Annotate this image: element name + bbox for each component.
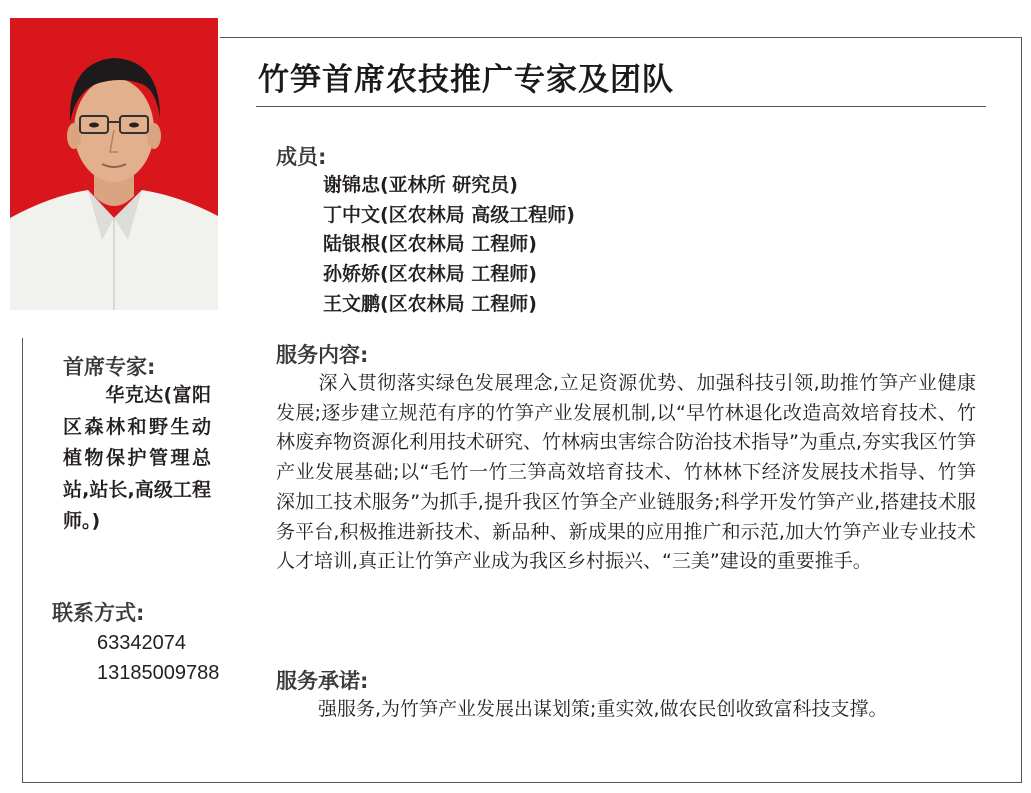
frame-right-border bbox=[1021, 37, 1022, 782]
phone-number: 13185009788 bbox=[97, 662, 220, 684]
service-content-heading: 服务内容: bbox=[276, 343, 369, 367]
service-content-paragraph bbox=[276, 369, 976, 577]
page-title: 竹笋首席农技推广专家及团队 bbox=[258, 62, 674, 98]
chief-expert-heading: 首席专家: bbox=[63, 355, 156, 379]
members-heading: 成员: bbox=[276, 145, 327, 169]
expert-portrait-photo bbox=[10, 18, 218, 310]
chief-expert-info bbox=[63, 380, 211, 538]
frame-bottom-border bbox=[22, 782, 1022, 783]
chief-expert-text: 华克达(富阳区森林和野生动植物保护管理总站,站长,高级工程师。) bbox=[63, 384, 211, 532]
member-item: 丁中文(区农林局 高级工程师) bbox=[323, 203, 575, 226]
frame-left-border bbox=[22, 338, 23, 783]
service-content-text: 深入贯彻落实绿色发展理念,立足资源优势、加强科技引领,助推竹笋产业健康发展;逐步建立规范有序的竹笋产业发展机制,以“早竹林退化改造高效培育技术、竹林废弃物资源化利用技术研究、竹林病虫害综合防治技术指导”为重点,夯实我区竹笋产业发展基础;以“毛竹一竹三笋高效培育技术、竹林林下经济发展技术指导、竹笋深加工技术服务”为抓手,提升我区竹笋全产业链服务;科学开发竹笋产业,搭建技术服务平台,积极推进新技术、新品种、新成果的应用推广和示范,加大竹笋产业专业技术人才培训,真正让竹笋产业成为我区乡村振兴、“三美”建设的重要推手。 bbox=[276, 372, 976, 573]
service-promise-heading: 服务承诺: bbox=[276, 669, 369, 693]
member-item: 王文鹏(区农林局 工程师) bbox=[323, 292, 537, 315]
frame-top-border bbox=[220, 37, 1022, 38]
member-item: 孙娇娇(区农林局 工程师) bbox=[323, 263, 537, 286]
member-item: 陆银根(区农林局 工程师) bbox=[323, 233, 537, 256]
member-item: 谢锦忠(亚林所 研究员) bbox=[323, 174, 518, 196]
members-list bbox=[323, 171, 575, 320]
service-promise-paragraph bbox=[276, 695, 976, 725]
contact-heading: 联系方式: bbox=[52, 601, 145, 625]
service-promise-text: 强服务,为竹笋产业发展出谋划策;重实效,做农民创收致富科技支撑。 bbox=[318, 698, 888, 720]
title-divider bbox=[256, 106, 986, 107]
phone-number: 63342074 bbox=[97, 632, 186, 654]
